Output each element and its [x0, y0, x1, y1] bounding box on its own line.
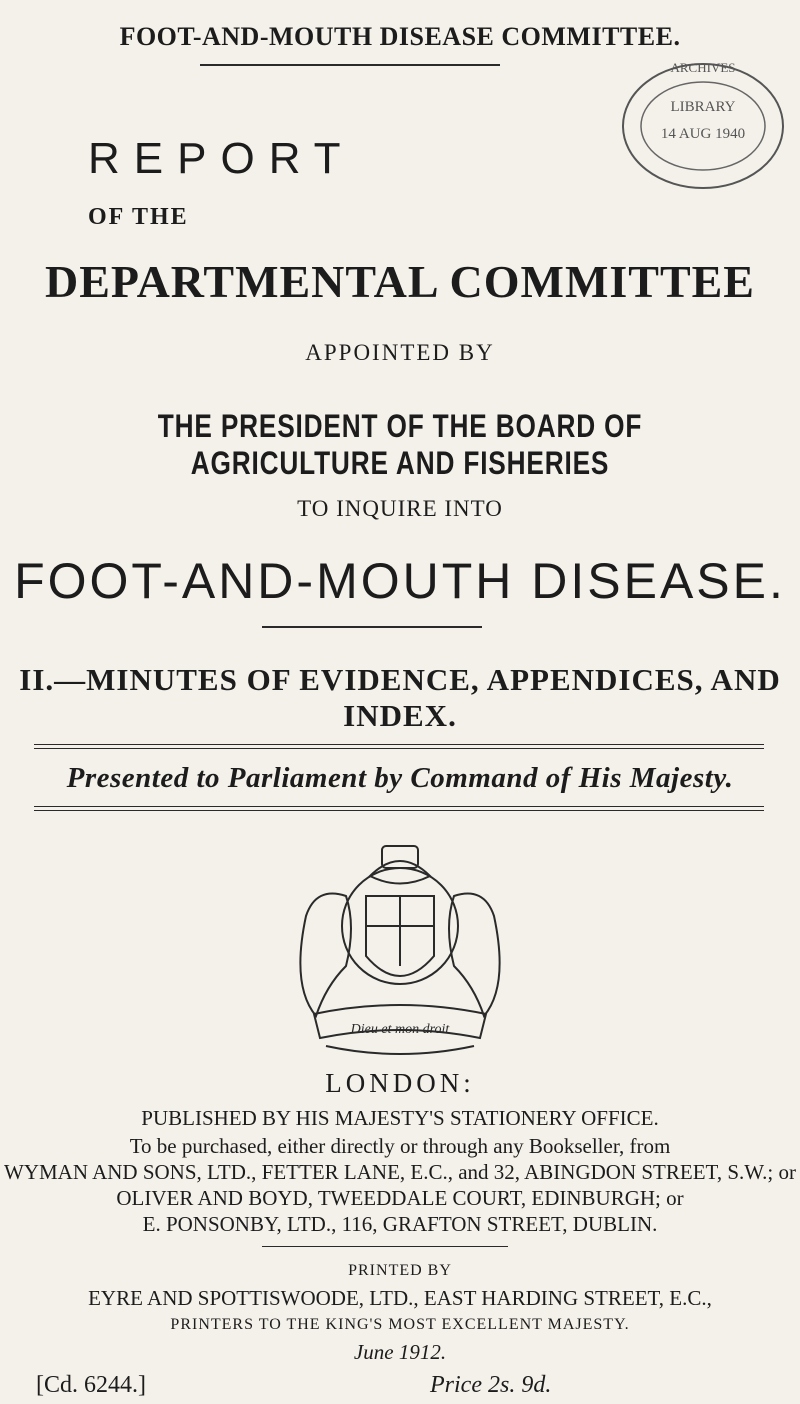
- publisher-line4: OLIVER AND BOYD, TWEEDDALE COURT, EDINBURGH; or: [116, 1186, 684, 1210]
- price-label: Price 2s. 9d.: [430, 1372, 552, 1398]
- printed-by-label: PRINTED BY: [348, 1262, 452, 1279]
- header-rule: [200, 64, 500, 66]
- stamp-line1: ARCHIVES: [670, 60, 736, 75]
- president-line: THE PRESIDENT OF THE BOARD OF AGRICULTURE AND FISHERIES: [157, 408, 643, 481]
- stamp-line2: LIBRARY: [670, 99, 736, 115]
- royal-coat-of-arms-icon: [286, 836, 514, 1066]
- command-number: [Cd. 6244.]: [36, 1372, 146, 1398]
- publisher-line5: E. PONSONBY, LTD., 116, GRAFTON STREET, DUBLIN.: [142, 1212, 658, 1236]
- to-inquire-into: TO INQUIRE INTO: [297, 496, 503, 521]
- publisher-line1: PUBLISHED BY HIS MAJESTY'S STATIONERY OFFICE.: [141, 1106, 659, 1130]
- printer-title: PRINTERS TO THE KING'S MOST EXCELLENT MAJESTY.: [170, 1316, 630, 1333]
- presented-line: Presented to Parliament by Command of His Majesty.: [66, 762, 734, 794]
- presented-rule-top-2: [34, 748, 764, 749]
- london-label: LONDON:: [325, 1068, 475, 1098]
- publisher-line3: WYMAN AND SONS, LTD., FETTER LANE, E.C., and 32, ABINGDON STREET, S.W.; or: [4, 1160, 796, 1184]
- coat-motto: Dieu et mon droit: [350, 1022, 450, 1037]
- printer-name: EYRE AND SPOTTISWOODE, LTD., EAST HARDING STREET, E.C.,: [88, 1286, 712, 1310]
- title-rule: [262, 626, 482, 628]
- report-title: REPORT: [88, 134, 355, 183]
- presented-rule-bottom-2: [34, 810, 764, 811]
- of-the-label: OF THE: [88, 204, 189, 230]
- printer-rule: [262, 1246, 508, 1247]
- departmental-committee: DEPARTMENTAL COMMITTEE: [44, 256, 755, 307]
- committee-header: FOOT-AND-MOUTH DISEASE COMMITTEE.: [119, 22, 681, 51]
- print-date: June 1912.: [353, 1340, 447, 1364]
- appointed-by: APPOINTED BY: [305, 340, 495, 365]
- library-stamp-icon: [608, 56, 788, 206]
- publisher-line2: To be purchased, either directly or through any Bookseller, from: [129, 1134, 671, 1158]
- stamp-date: 14 AUG 1940: [660, 126, 746, 142]
- minutes-line: II.—MINUTES OF EVIDENCE, APPENDICES, AND INDEX.: [19, 662, 781, 733]
- presented-rule-bottom: [34, 806, 764, 807]
- presented-rule-top: [34, 744, 764, 745]
- disease-title: FOOT-AND-MOUTH DISEASE.: [14, 553, 786, 609]
